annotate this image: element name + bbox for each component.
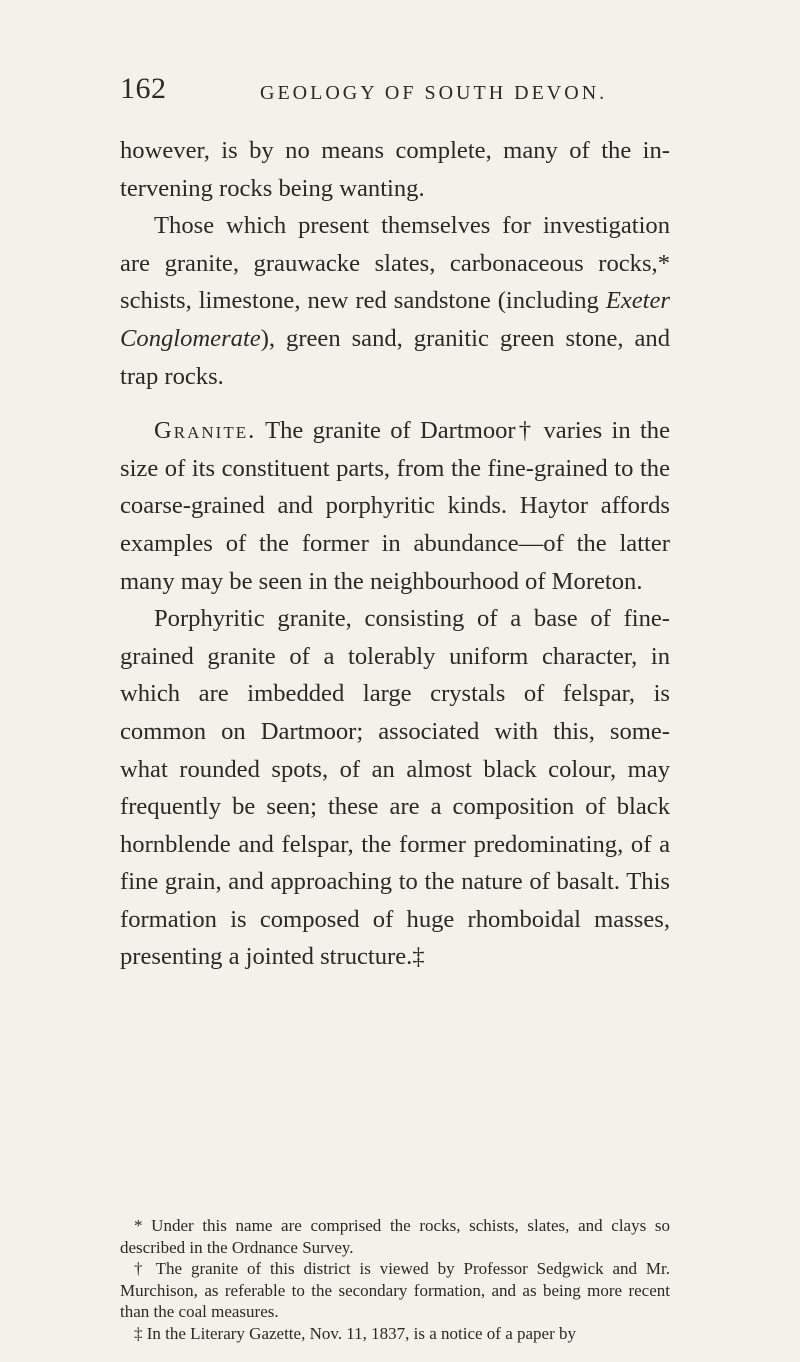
paragraph-rock-list bbox=[120, 207, 670, 395]
footnote-2: † The granite of this district is viewed by Professor Sedgwick and Mr. Murchison, as referable to the secondary formation, and as being more recent than the coal measures. bbox=[120, 1259, 670, 1321]
rock-list-text-end: ), green sand, granitic green stone, and trap rocks. bbox=[120, 324, 670, 390]
main-text bbox=[120, 132, 670, 976]
footnote-3: ‡ In the Literary Gazette, Nov. 11, 1837, is a notice of a paper by bbox=[134, 1323, 576, 1343]
exeter-conglomerate-italic: Exeter Conglomerate bbox=[120, 287, 670, 352]
paragraph-granite bbox=[120, 412, 670, 600]
footnotes bbox=[120, 1215, 670, 1344]
paragraph-porphyritic-granite: Porphyritic granite, consisting of a base of fine- grained granite of a tolerably uniform character, in which are imbedded large crystals of felspar, is common on Dartmoor; associated with this, some- what rounded spots, of an almost black colour, may frequently be seen; these are a composition of black hornblende and felspar, the former predominating, of a fine grain, and approaching to the nature of basalt. This formation is composed of huge rhomboidal masses, presenting a jointed structure.‡ bbox=[120, 605, 670, 971]
granite-heading: Granite. bbox=[154, 417, 257, 445]
footnote-1: * Under this name are comprised the rocks, schists, slates, and clays so described in the Ordnance Survey. bbox=[120, 1216, 670, 1257]
page-number: 162 bbox=[120, 72, 167, 105]
page-header bbox=[120, 72, 720, 112]
granite-text: The granite of Dartmoor† varies in the size of its constituent parts, from the fine-grained to the coarse-grained and porphyritic kinds. Haytor affords examples of the former in abundance—of the latter many may be seen in the neighbourhood of Moreton. bbox=[120, 417, 670, 595]
rock-list-text-start: Those which present themselves for investigation are granite, grauwacke slates, carbonaceous rocks,* schists, limestone, new red sandstone (including bbox=[120, 212, 670, 315]
paragraph-continuation: however, is by no means complete, many of the in- tervening rocks being wanting. bbox=[120, 137, 670, 202]
running-head: GEOLOGY OF SOUTH DEVON. bbox=[260, 82, 608, 104]
